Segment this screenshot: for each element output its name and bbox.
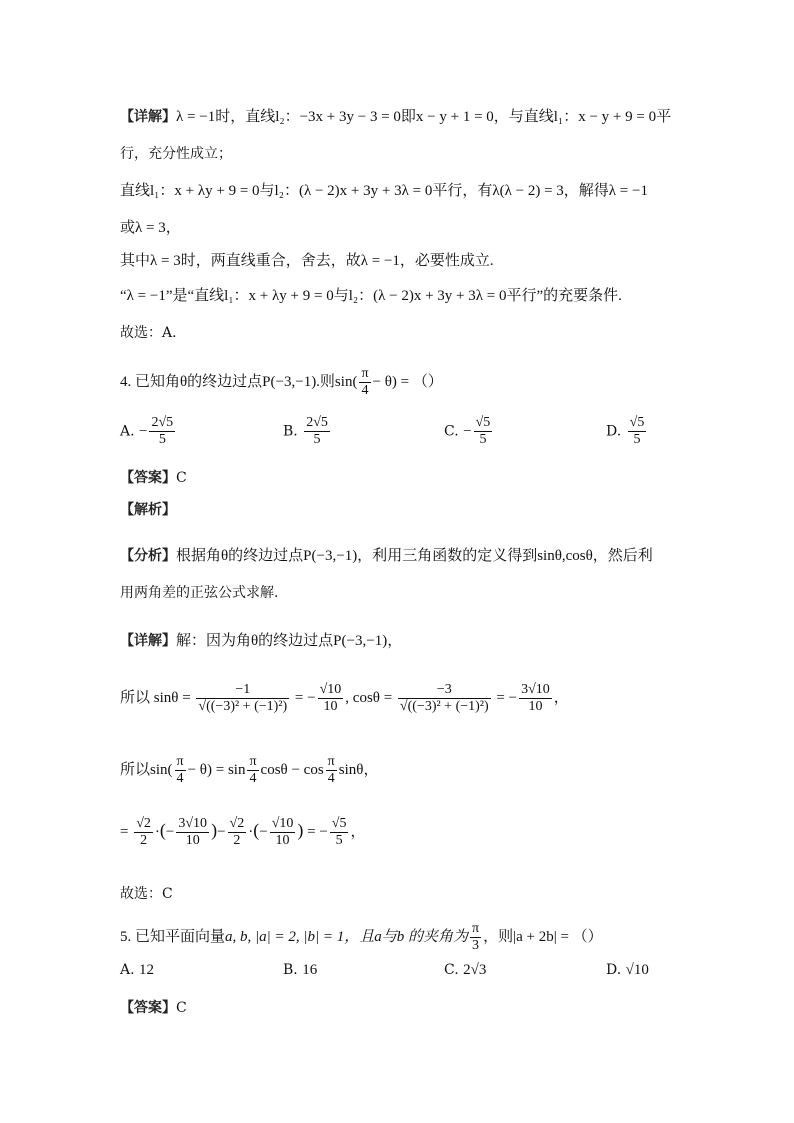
- option-label: A.: [120, 962, 135, 978]
- root2-over-2: [134, 816, 153, 849]
- detail-text: 解：因为角θ的终边过点P(−3,−1)，: [176, 633, 403, 649]
- frac-den: 4: [327, 771, 335, 786]
- dot: ·: [248, 823, 254, 840]
- frac-den: 4: [361, 383, 369, 398]
- frac-num: 2√5: [151, 415, 174, 430]
- option-b: [283, 415, 332, 448]
- option-value: 12: [139, 962, 155, 978]
- frac-num: π: [472, 921, 480, 936]
- expansion-b: − θ) = sin: [187, 761, 246, 778]
- pi-over-4: [359, 366, 370, 399]
- frac-den: 10: [275, 833, 290, 848]
- evaluation-line: = $\frac{√2}{2}$ ·(− $\frac{3√10}{10}$ )− $\frac{√2}{2}$ ·(− $\frac{√10}{10}$ ) = − $\frac{√5}{5}$ ，: [120, 816, 366, 848]
- option-c: [444, 962, 486, 979]
- pi-over-4: [175, 754, 186, 787]
- frac-den: 10: [185, 833, 200, 848]
- option-fraction: [149, 415, 175, 448]
- frac-den: 10: [323, 699, 338, 714]
- frac-num: −3: [398, 682, 491, 699]
- detail-line-2: 行，充分性成立；: [120, 146, 232, 162]
- option-c: [444, 415, 494, 448]
- option-fraction: [304, 415, 330, 448]
- frac-num: √10: [271, 816, 294, 831]
- frac-den: 5: [158, 432, 166, 447]
- detail-q4-line-1: [120, 631, 402, 651]
- frac-num: √5: [331, 816, 347, 831]
- detail-line-1: [120, 107, 671, 127]
- detail-line-4: 或λ = 3，: [120, 220, 181, 236]
- frac-den: 5: [633, 432, 641, 447]
- detail-line-6: “λ = −1”是“直线l₁：x + λy + 9 = 0与l₂：(λ − 2)x + 3y + 3λ = 0平行”的充要条件.: [120, 288, 622, 304]
- dot: ·: [154, 823, 160, 840]
- detail-tag: 【详解】: [120, 633, 176, 649]
- option-a: [120, 415, 177, 448]
- option-label: C.: [444, 423, 459, 440]
- eq-sign: = −: [496, 689, 518, 706]
- analysis-tag: 【解析】: [120, 502, 176, 518]
- expansion-a: 所以sin(: [120, 761, 173, 778]
- sin-eq: sinθ =: [153, 689, 191, 706]
- pi-over-4: [326, 754, 337, 787]
- option-fraction: [628, 415, 647, 448]
- frac-num: 3√10: [521, 682, 550, 697]
- frac-num: √2: [136, 816, 151, 831]
- detail-line-3: 直线l₁：x + λy + 9 = 0与l₂：(λ − 2)x + 3y + 3λ = 0平行，有λ(λ − 2) = 3，解得λ = −1: [120, 183, 648, 199]
- eq-sign: = −: [294, 689, 316, 706]
- option-value: 2√3: [463, 962, 487, 978]
- sin-cos-equation: [120, 682, 569, 715]
- cos-eq: , cosθ =: [345, 689, 393, 706]
- answer-value: C: [176, 1000, 187, 1016]
- frac-den: 10: [528, 699, 543, 714]
- frac-den: 3: [472, 938, 480, 953]
- paren-open: (: [253, 819, 260, 840]
- option-label: A.: [120, 423, 135, 440]
- stem-part-b: − θ) = （）: [372, 373, 443, 390]
- expansion-d: sinθ，: [338, 761, 379, 778]
- stem-part-b: ，则|a + 2b| = （）: [483, 928, 603, 945]
- stem-part-a: 4. 已知角θ的终边过点P(−3,−1).则sin(: [120, 373, 358, 390]
- fenxi-line-2: 用两角差的正弦公式求解.: [120, 585, 279, 601]
- fraction-3root10: [176, 816, 209, 849]
- frac-den: 5: [313, 432, 321, 447]
- detail-line-7: 故选：A.: [120, 325, 177, 341]
- expansion-c: cosθ − cos: [260, 761, 324, 778]
- fenxi-text-1: 根据角θ的终边过点P(−3,−1)，利用三角函数的定义得到sinθ,cosθ，然后利: [176, 548, 653, 564]
- option-d: [606, 962, 649, 979]
- frac-num: π: [176, 754, 184, 769]
- question-4-stem: [120, 366, 443, 399]
- frac-num: √5: [475, 415, 491, 430]
- paren-close: ): [211, 819, 218, 840]
- frac-num: √10: [319, 682, 342, 697]
- fraction-sin: [196, 682, 289, 715]
- frac-num: √2: [229, 816, 245, 831]
- select-line-q4: 故选：C: [120, 886, 173, 902]
- root2-over-2: [228, 816, 247, 849]
- frac-den: 5: [479, 432, 487, 447]
- option-a: [120, 962, 154, 979]
- frac-num: π: [249, 754, 257, 769]
- paren-open: (: [159, 819, 166, 840]
- fraction-cos: [398, 682, 491, 715]
- option-fraction: [474, 415, 493, 448]
- option-d: [606, 415, 648, 448]
- option-sign: −: [463, 423, 472, 440]
- option-label: B.: [283, 962, 298, 978]
- frac-den: √((−3)² + (−1)²): [198, 699, 288, 714]
- fraction-cos-result: [519, 682, 552, 715]
- frac-den: 4: [176, 771, 184, 786]
- paren-close: ): [297, 819, 304, 840]
- so-text: 所以: [120, 689, 151, 706]
- fraction-sin-result: [318, 682, 344, 715]
- pi-over-4: [247, 754, 258, 787]
- pi-over-3: [470, 921, 481, 954]
- fenxi-line-1: [120, 546, 653, 566]
- option-label: C.: [444, 962, 459, 978]
- frac-den: 4: [249, 771, 257, 786]
- answer-tag: 【答案】: [120, 1000, 176, 1016]
- fenxi-tag: 【分析】: [120, 548, 176, 564]
- stem-vectors: a, b, |a| = 2, |b| = 1，且a与b 的夹角为: [225, 928, 469, 945]
- detail-tag: 【详解】: [120, 109, 176, 125]
- eq-sign: =: [120, 823, 129, 840]
- question-5-stem: [120, 921, 603, 954]
- frac-num: π: [327, 754, 335, 769]
- answer-tag: 【答案】: [120, 470, 176, 486]
- answer-value: C: [176, 470, 187, 486]
- frac-num: 3√10: [178, 816, 208, 831]
- option-label: B.: [283, 423, 298, 440]
- option-label: D.: [606, 962, 622, 978]
- comma: ，: [553, 689, 569, 706]
- detail-text: λ = −1时，直线l₂：−3x + 3y − 3 = 0即x − y + 1 = 0，与直线l₁：x − y + 9 = 0平: [176, 109, 672, 125]
- frac-den: 2: [140, 833, 148, 848]
- frac-num: √5: [629, 415, 645, 430]
- frac-num: π: [361, 366, 369, 381]
- frac-den: 5: [335, 833, 343, 848]
- fraction-root5: [330, 816, 349, 849]
- answer-line-q4: [120, 468, 187, 488]
- detail-line-5: 其中λ = 3时，两直线重合，舍去，故λ = −1，必要性成立.: [120, 253, 494, 269]
- frac-num: −1: [196, 682, 289, 699]
- frac-den: 2: [233, 833, 241, 848]
- answer-line-q5: [120, 998, 187, 1018]
- option-value: √10: [625, 962, 649, 978]
- expansion-line: [120, 754, 378, 787]
- stem-part-a: 5. 已知平面向量: [120, 928, 226, 945]
- frac-den: √((−3)² + (−1)²): [399, 699, 489, 714]
- option-sign: −: [139, 423, 148, 440]
- option-value: 16: [302, 962, 318, 978]
- frac-num: 2√5: [306, 415, 328, 430]
- fraction-root10: [270, 816, 296, 849]
- option-label: D.: [606, 423, 622, 440]
- option-b: [283, 962, 317, 979]
